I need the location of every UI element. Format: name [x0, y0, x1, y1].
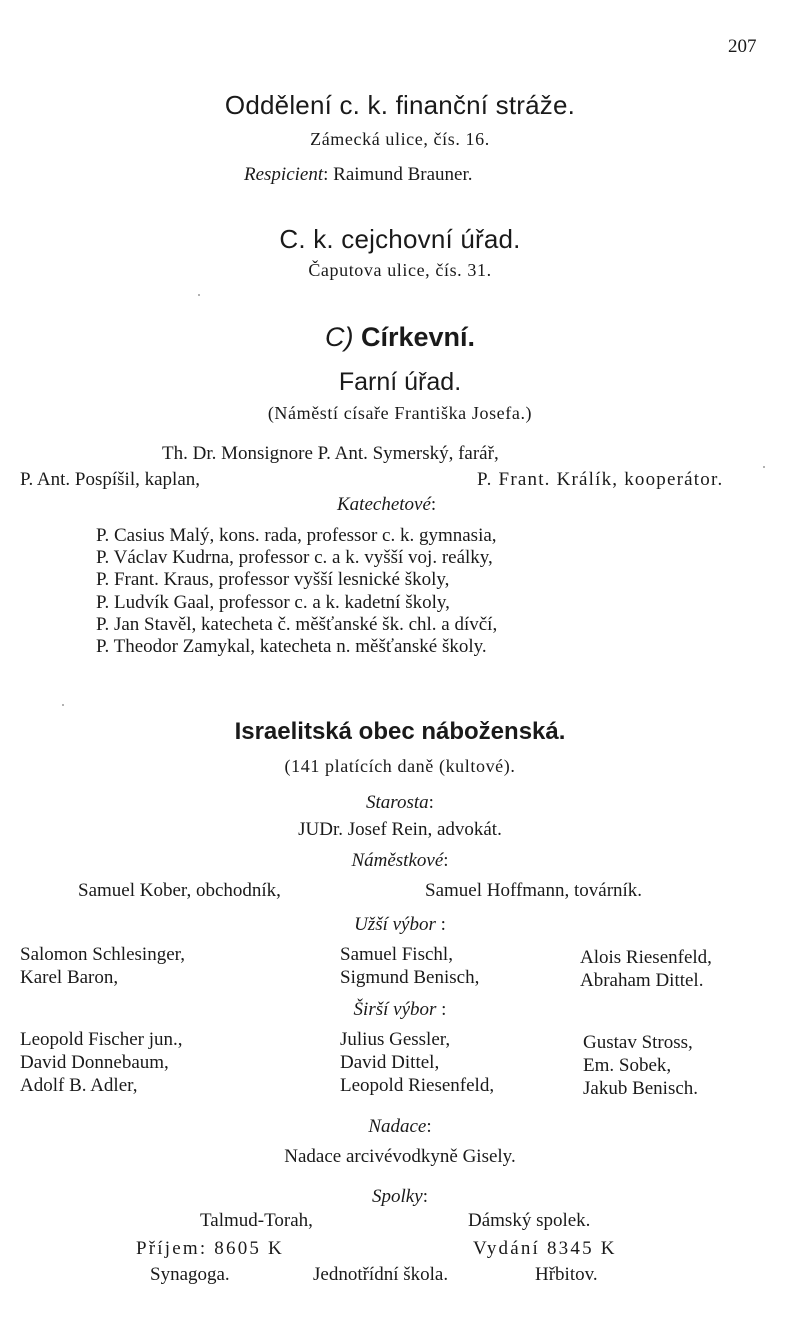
committee-member: Leopold Riesenfeld, [340, 1075, 495, 1096]
church-title: Církevní. [360, 322, 476, 352]
committee-member: Em. Sobek, [583, 1055, 672, 1076]
footer-school: Jednotřídní škola. [313, 1264, 449, 1285]
catechist-item: P. Václav Kudrna, professor c. a k. vyšší voj. reálky, [96, 547, 493, 569]
parish-chaplain: P. Ant. Pospíšil, kaplan, [20, 469, 200, 490]
section-title-jewish-community: Israelitská obec náboženská. [234, 718, 566, 745]
sirsi-col-2 [340, 1028, 494, 1097]
section-title-gauging-office: C. k. cejchovní úřad. [279, 224, 521, 254]
starosta-label: Starosta [366, 792, 429, 813]
uzsi-col-1 [20, 943, 185, 989]
uzsi-col-2 [340, 943, 479, 989]
expenditure-line: Vydání 8345 K [473, 1238, 617, 1259]
parish-office-address: (Náměstí císaře Františka Josefa.) [267, 403, 533, 423]
committee-member: Jakub Benisch. [583, 1078, 699, 1099]
committee-member: Samuel Fischl, [340, 944, 453, 965]
uzsi-vybor-label: Užší výbor [354, 914, 436, 935]
deputy-2: Samuel Hoffmann, továrník. [425, 880, 643, 901]
committee-member: Karel Baron, [20, 967, 119, 988]
nadace-heading: Nadace: [368, 1116, 432, 1137]
parish-pastor: Th. Dr. Monsignore P. Ant. Symerský, farář, [162, 443, 499, 464]
parish-office-title: Farní úřad. [338, 368, 462, 396]
association-1: Talmud-Torah, [200, 1210, 313, 1231]
committee-member: Abraham Dittel. [580, 970, 704, 991]
footer-cemetery: Hřbitov. [535, 1264, 598, 1285]
catechist-item: P. Casius Malý, kons. rada, professor c. k. gymnasia, [96, 525, 497, 546]
finance-guard-address: Zámecká ulice, čís. 16. [310, 129, 490, 149]
footer-synagogue: Synagoga. [150, 1264, 230, 1285]
starosta-heading: Starosta: [366, 792, 434, 813]
respicient-label: Respicient [244, 164, 324, 185]
sirsi-vybor-label: Širší výbor [353, 999, 437, 1020]
income-line: Příjem: 8605 K [136, 1238, 284, 1259]
committee-member: David Donnebaum, [20, 1052, 169, 1073]
respicient-name: : Raimund Brauner. [323, 164, 473, 185]
catechist-item: P. Ludvík Gaal, professor c. a k. kadetní školy, [96, 591, 450, 613]
catechists-list [96, 525, 497, 658]
nadace-label: Nadace [368, 1116, 427, 1137]
association-2: Dámský spolek. [468, 1210, 591, 1231]
print-speck [763, 466, 765, 468]
catechist-item: P. Theodor Zamykal, katecheta n. měšťanské školy. [96, 636, 487, 658]
catechists-label: Katechetové [337, 494, 431, 515]
committee-member: Leopold Fischer jun., [20, 1029, 183, 1050]
gauging-office-address: Čaputova ulice, čís. 31. [308, 260, 492, 280]
print-speck [62, 704, 64, 706]
section-title-finance-guard: Oddělení c. k. finanční stráže. [224, 90, 576, 120]
finance-guard-respicient [244, 164, 472, 186]
committee-member: Sigmund Benisch, [340, 967, 480, 988]
namestkove-heading: Náměstkové: [351, 850, 449, 871]
committee-member: Julius Gessler, [340, 1029, 451, 1050]
deputy-1: Samuel Kober, obchodník, [78, 880, 281, 901]
sirsi-col-1 [20, 1028, 183, 1097]
committee-member: Salomon Schlesinger, [20, 944, 185, 965]
committee-member: Gustav Stross, [583, 1032, 693, 1053]
catechist-item: P. Jan Stavěl, katecheta č. měšťanské šk. chl. a dívčí, [96, 613, 498, 635]
sirsi-vybor-heading: Širší výbor : [353, 999, 447, 1020]
namestkove-label: Náměstkové [351, 850, 444, 871]
spolky-label: Spolky [372, 1186, 423, 1207]
uzsi-vybor-heading: Užší výbor : [354, 914, 446, 935]
parish-cooperator: P. Frant. Králík, kooperátor. [477, 469, 724, 490]
foundation-name: Nadace arcivévodkyně Gisely. [284, 1146, 516, 1167]
jewish-community-note: (141 platících daně (kultové). [284, 756, 516, 776]
starosta-name: JUDr. Josef Rein, advokát. [298, 819, 502, 840]
committee-member: David Dittel, [340, 1052, 440, 1073]
print-speck [198, 294, 200, 296]
page-number: 207 [728, 36, 757, 57]
committee-member: Adolf B. Adler, [20, 1075, 138, 1096]
spolky-heading: Spolky: [372, 1186, 428, 1207]
catechist-item: P. Frant. Kraus, professor vyšší lesnické školy, [96, 569, 450, 591]
church-letter: C) [324, 322, 354, 352]
uzsi-col-3 [580, 946, 712, 992]
section-heading-church [0, 322, 800, 353]
committee-member: Alois Riesenfeld, [580, 947, 712, 968]
sirsi-col-3 [583, 1031, 698, 1100]
catechists-heading: Katechetové: [337, 494, 437, 515]
